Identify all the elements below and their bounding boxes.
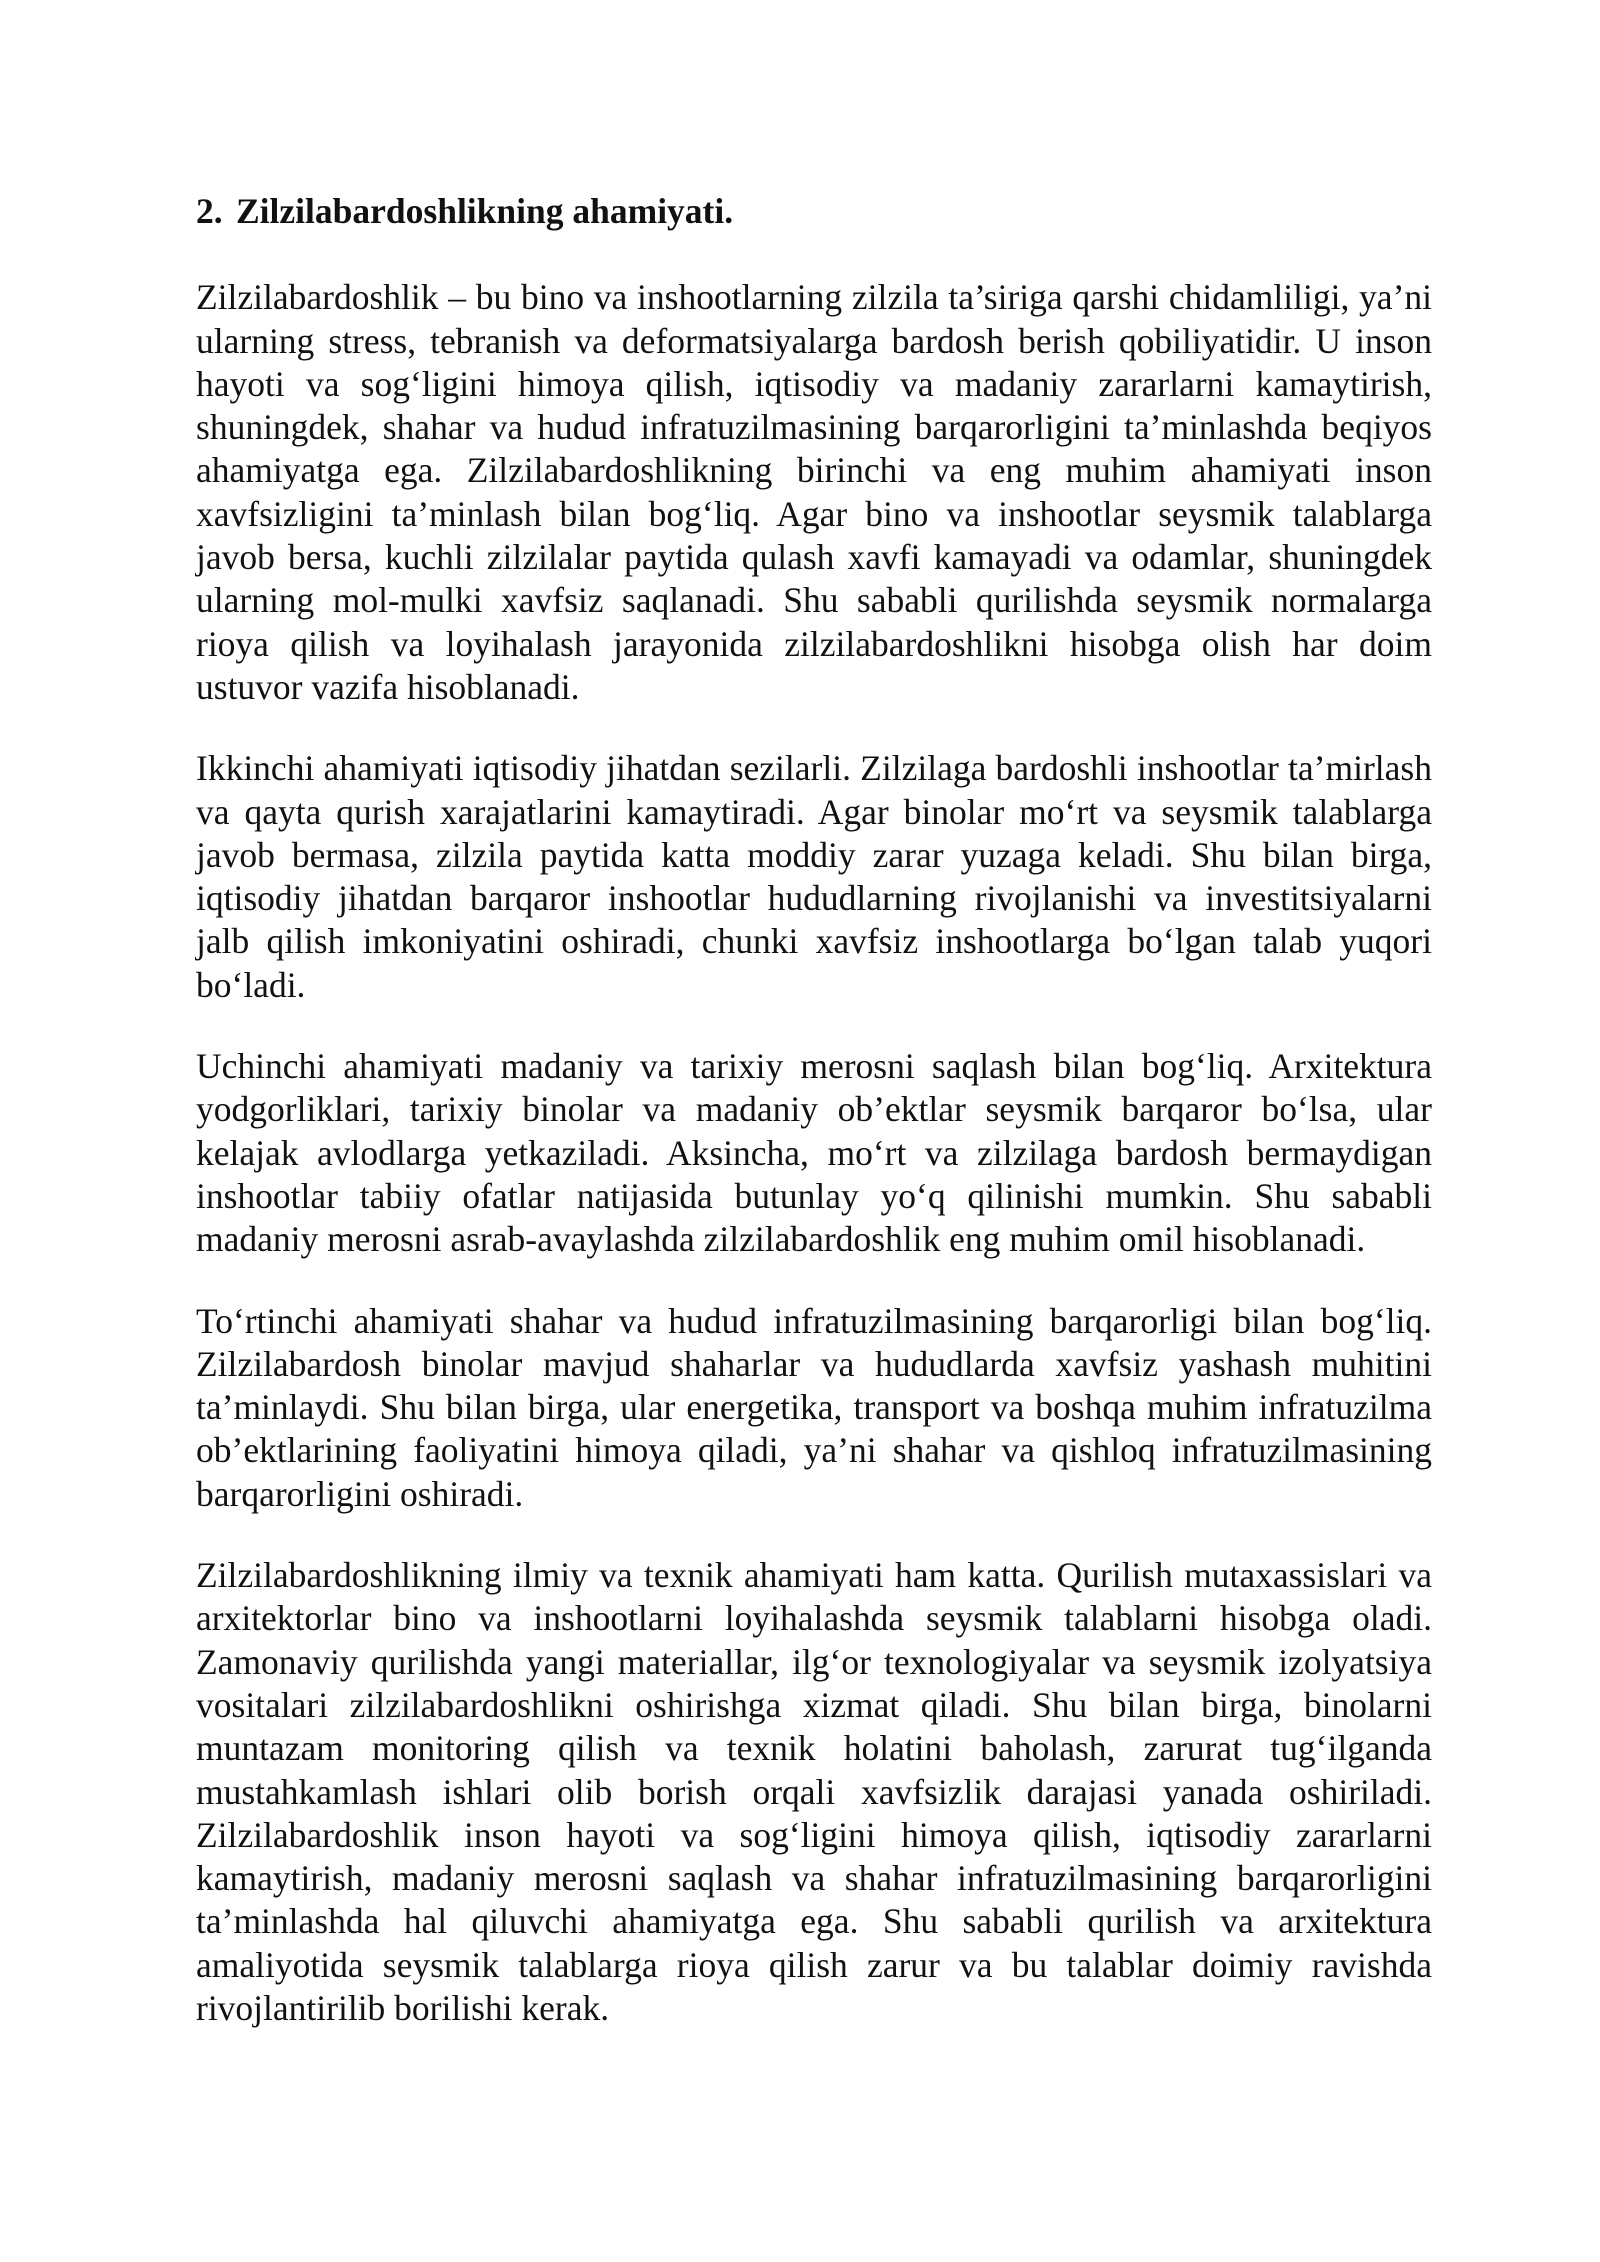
document-page — [196, 190, 1432, 2030]
paragraph-2: Ikkinchi ahamiyati iqtisodiy jihatdan sezilarli. Zilzilaga bardoshli inshootlar ta’mirlash va qayta qurish xarajatlarini kamaytiradi. Agar binolar mo‘rt va seysmik talablarga javob bermasa, zilzila paytida katta moddiy zarar yuzaga keladi. Shu bilan birga, iqtisodiy jihatdan barqaror inshootlar hududlarning rivojlanishi va investitsiyalarni jalb qilish imkoniyatini oshiradi, chunki xavfsiz inshootlarga bo‘lgan talab yuqori bo‘ladi. — [196, 748, 1432, 1005]
paragraph-5: Zilzilabardoshlikning ilmiy va texnik ahamiyati ham katta. Qurilish mutaxassislari va arxitektorlar bino va inshootlarni loyihalashda seysmik talablarni hisobga oladi. Zamonaviy qurilishda yangi materiallar, ilg‘or texnologiyalar va seysmik izolyatsiya vositalari zilzilabardoshlikni oshirishga xizmat qiladi. Shu bilan birga, binolarni muntazam monitoring qilish va texnik holatini baholash, zarurat tug‘ilganda mustahkamlash ishlari olib borish orqali xavfsizlik darajasi yanada oshiriladi. Zilzilabardoshlik inson hayoti va sog‘ligini himoya qilish, iqtisodiy zararlarni kamaytirish, madaniy merosni saqlash va shahar infratuzilmasining barqarorligini ta’minlashda hal qiluvchi ahamiyatga ega. Shu sababli qurilish va arxitektura amaliyotida seysmik talablarga rioya qilish zarur va bu talablar doimiy ravishda rivojlantirilib borilishi kerak. — [196, 1555, 1432, 2028]
section-number: 2. — [196, 191, 223, 231]
section-title: Zilzilabardoshlikning ahamiyati. — [236, 191, 734, 231]
paragraph-3: Uchinchi ahamiyati madaniy va tarixiy merosni saqlash bilan bog‘liq. Arxitektura yodgorliklari, tarixiy binolar va madaniy ob’ektlar seysmik barqaror bo‘lsa, ular kelajak avlodlarga yetkaziladi. Aksincha, mo‘rt va zilzilaga bardosh bermaydigan inshootlar tabiiy ofatlar natijasida butunlay yo‘q qilinishi mumkin. Shu sababli madaniy merosni asrab-avaylashda zilzilabardoshlik eng muhim omil hisoblanadi. — [196, 1046, 1432, 1260]
paragraph-1: Zilzilabardoshlik – bu bino va inshootlarning zilzila ta’siriga qarshi chidamliligi, ya’ni ularning stress, tebranish va deformatsiyalarga bardosh berish qobiliyatidir. U inson hayoti va sog‘ligini himoya qilish, iqtisodiy va madaniy zararlarni kamaytirish, shuningdek, shahar va hudud infratuzilmasining barqarorligini ta’minlashda beqiyos ahamiyatga ega. Zilzilabardoshlikning birinchi va eng muhim ahamiyati inson xavfsizligini ta’minlash bilan bog‘liq. Agar bino va inshootlar seysmik talablarga javob bersa, kuchli zilzilalar paytida qulash xavfi kamayadi va odamlar, shuningdek ularning mol-mulki xavfsiz saqlanadi. Shu sababli qurilishda seysmik normalarga rioya qilish va loyihalash jarayonida zilzilabardoshlikni hisobga olish har doim ustuvor vazifa hisoblanadi. — [196, 277, 1432, 707]
paragraph-4: To‘rtinchi ahamiyati shahar va hudud infratuzilmasining barqarorligi bilan bog‘liq. Zilzilabardosh binolar mavjud shaharlar va hududlarda xavfsiz yashash muhitini ta’minlaydi. Shu bilan birga, ular energetika, transport va boshqa muhim infratuzilma ob’ektlarining faoliyatini himoya qiladi, ya’ni shahar va qishloq infratuzilmasining barqarorligini oshiradi. — [196, 1300, 1432, 1514]
section-heading — [196, 190, 1432, 233]
